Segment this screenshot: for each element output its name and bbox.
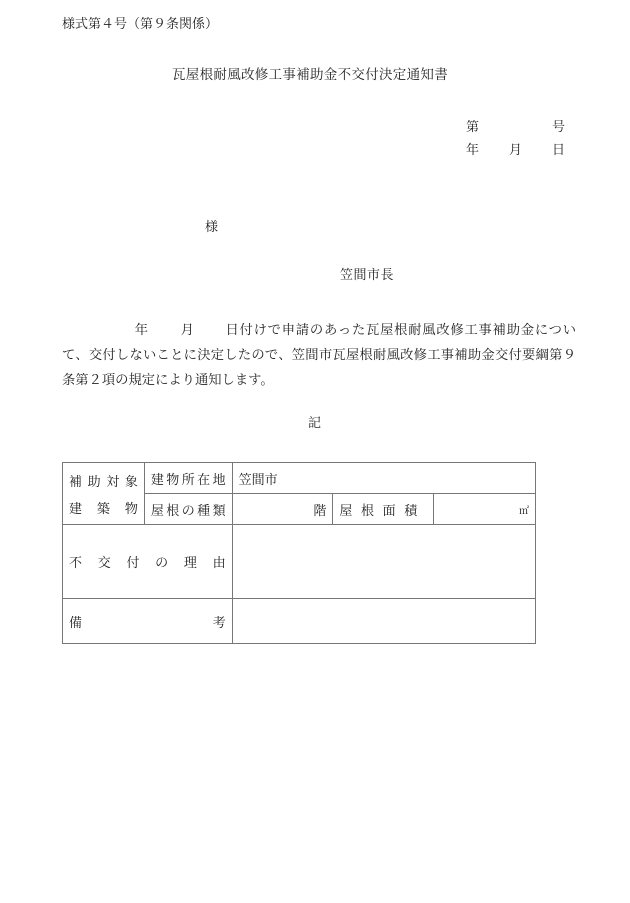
floors-cell[interactable]: 階 (232, 494, 333, 525)
date-year: 年 (466, 143, 480, 158)
form-number: 様式第４号（第９条関係） (62, 17, 219, 32)
remarks-label: 備考 (63, 599, 233, 644)
roof-area-cell[interactable]: ㎡ (434, 494, 536, 525)
roof-area-label: 屋根面積 (333, 494, 434, 525)
location-value[interactable]: 笠間市 (232, 463, 535, 494)
ki-heading: 記 (308, 416, 322, 431)
details-table (62, 462, 536, 644)
roof-type-label: 屋根の種類 (144, 494, 232, 525)
target-building-label (63, 463, 145, 525)
reason-label: 不交付の理由 (63, 525, 233, 599)
date-month: 月 (509, 143, 523, 158)
addressee-suffix: 様 (205, 220, 219, 235)
body-year: 年 (134, 323, 149, 338)
doc-no-prefix: 第 (466, 120, 480, 135)
location-label: 建物所在地 (144, 463, 232, 494)
target-label-line1: 補助対象 (69, 474, 138, 490)
remarks-value[interactable] (232, 599, 535, 644)
reason-value[interactable] (232, 525, 535, 599)
date-day: 日 (552, 143, 566, 158)
issuer: 笠間市長 (340, 268, 395, 283)
body-month: 月 (179, 323, 195, 338)
document-title: 瓦屋根耐風改修工事補助金不交付決定通知書 (172, 67, 448, 83)
body-text (62, 318, 576, 393)
body-text-main: 日付けで申請のあった瓦屋根耐風改修工事補助金について、交付しないことに決定したので、笠間市瓦屋根耐風改修工事補助金交付要綱第９条第２項の規定により通知します。 (62, 323, 576, 388)
doc-no-suffix: 号 (552, 120, 566, 135)
target-label-line2: 建築物 (69, 501, 138, 517)
